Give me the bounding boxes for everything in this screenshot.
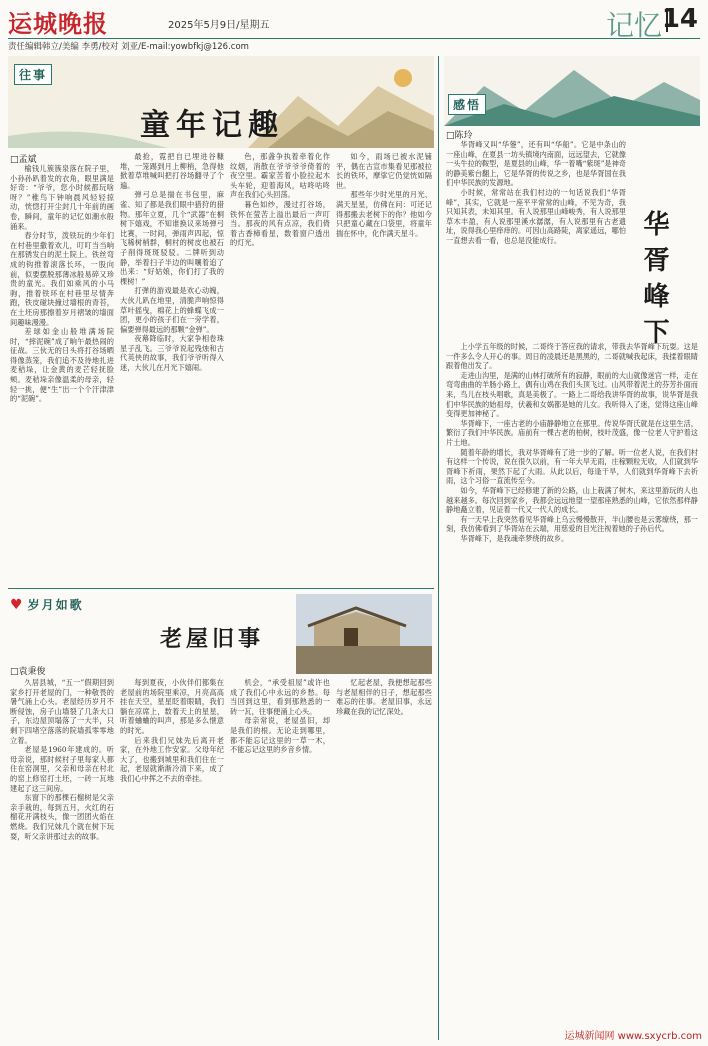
paragraph: 忆起老屋，我便想起那些与老屋相伴的日子，想起那些难忘的往事。老屋旧事，永远珍藏在我的记忆深处。 bbox=[336, 678, 432, 716]
article2-column-2 bbox=[120, 678, 224, 1038]
paragraph: 华胥峰下，是我魂牵梦绕的故乡。 bbox=[460, 533, 569, 543]
article2-column-4 bbox=[336, 678, 432, 1038]
paragraph: 东窗下的那棵石榴树是父亲亲手栽的，每到五月，火红的石榴花开满枝头，像一团团火焰在燃烧。我们兄妹几个就在树下玩耍，听父亲讲那过去的故事。 bbox=[10, 793, 114, 841]
paragraph: 弹弓总是揣在书包里，麻雀、知了都是我们眼中猎狩的猎物。那年立夏，几个“武器”在桐树下嬉戏，不知谁换议来场弹弓比赛，一时间，弹雨声四起，惊飞稀树梢群，桐村的树皮也被石子削得斑斑驳驳。二牌听到动静，举着扫子半边的叫嚷着追了出来：“好姑娘，你们打了我的棵树！” bbox=[120, 190, 224, 286]
paragraph: 夜幕降临时，大家争相卷珠星子乱飞。三爷爷说起残烛和古代英侠的故事，我们爷爷听得入迷，大伙儿在月光下嬉闹。 bbox=[120, 334, 224, 373]
mountain-illustration bbox=[444, 56, 700, 126]
paragraph: 最抢，霓把自已埋进谷糠堆，一笼踢到月上柳梢，急得他掀着草堆喊叫把打谷场翻寻了个遍。 bbox=[120, 152, 224, 190]
article3-lower-block bbox=[446, 342, 698, 1036]
paragraph: 差球如金山般堆满场院时，“摔泥碗”成了晌午最热闹的征战。三伙无的日头将打谷场晒得像蒸笼，我们追不及待地扎进麦秸垛，让金黄的麦芒轻抚脸颊。麦秸垛亲像温柔的母亲，轻轻一挑，便“生”出一个个汗津津的“泥碗”。 bbox=[10, 327, 114, 404]
heart-icon: ♥ bbox=[10, 597, 23, 613]
paragraph: 每到夏夜，小伙伴们都集在老屋前的场院里乘凉，月亮高高挂在天空，星星眨着眼睛，我们躺在凉席上，数着天上的星星，听着蛐蛐的叫声，那是多么惬意的时光。 bbox=[120, 678, 224, 735]
article2-column-1 bbox=[10, 678, 114, 1038]
article1-byline: □孟斌 bbox=[10, 155, 37, 165]
article1-title: 童年记趣 bbox=[140, 108, 284, 143]
article3-title: 华胥峰下 bbox=[639, 210, 669, 354]
vertical-divider bbox=[438, 56, 439, 1040]
paragraph: 机会，“承受祖屋”或许也成了我们心中永远的乡愁。每当回到这里，看到那熟悉的一砖一瓦，往事便涌上心头。 bbox=[230, 678, 330, 716]
issue-date: 2025年5月9日/星期五 bbox=[168, 20, 270, 31]
paragraph: 小时候，常常站在我们村边的一句话说我们“华胥峰”，其实，它就是一座平平常常的山峰，不见为奇，我只知其表，未知其里。有人说那里山峰峻秀，有人说那里草木丰盈，有人说那里溪水潺潺，有人说那里有古老遗址，说得我心里痒痒的。可因山高路陡，离家遥远，哪怕一直想去看一看，也总是没能成行。 bbox=[446, 187, 626, 245]
paragraph: 华胥峰下，一座古老的小庙静静地立在那里。传说华胥氏就是在这里生活，繁衍了我们中华民族。庙前有一棵古老的柏树，枝叶茂盛，像一位老人守护着这片土地。 bbox=[446, 418, 698, 447]
column-tag-wangshi: 往事 bbox=[14, 64, 52, 85]
paragraph: 榆钱儿簇簇泉落在院子里，小孙孙趴着发的衣角，眼里满是好奇：“爷爷，您小时候都玩啥呀？”稚鸟下钟响晨风轻轻掠动，恍惚打开尘封几十年前的画卷，瞬间，童年的记忆如潮水般涌来。 bbox=[10, 164, 114, 231]
article2-byline: □袁秉俊 bbox=[10, 667, 46, 677]
masthead bbox=[8, 4, 700, 42]
site-watermark: 运城新闻网 www.sxycrb.com bbox=[564, 1031, 702, 1042]
paragraph: 华胥峰又叫“华蓥”，还有叫“华船”。它是中条山的一座山峰，在夏县一坊头镇境内南面，远远望去，它就像一头牛拉的鞍型，是夏县的山峰，华一着嘴“紫斑”是神奇的静美紫台翻上，它是华胥的传说之乡，也是华胥国在我们中华民族的发源地。 bbox=[446, 140, 626, 188]
paragraph: 春分时节，泼铁玩的少年们在村巷里撒着欢儿，叮叮当当响在那锈发白的泥土院上。铁丝弯成的钩推着滚落长环，一股向前，似要摆脱那薄冰般易碎又珍贵的童光。我们如乘风的小马驹，推着铁环在村巷里尽情奔跑，铁皮碰块撞过墙根的青苔，在土坯房那擦着岁月褶皱的墙面间趣味漫漫。 bbox=[10, 231, 114, 327]
article3-banner bbox=[444, 56, 700, 126]
article2-photo bbox=[296, 594, 432, 674]
paragraph: 随着年龄的增长，我对华胥峰有了进一步的了解。听一位老人说，在我们村有这样一个传说，说在很久以前，有一年大旱无雨，庄稼颗粒无收，人们就到华胥峰下祈雨，果然下起了大雨。从此以后，每逢干旱，人们就到华胥峰下去祈雨，这个习俗一直流传至今。 bbox=[446, 447, 698, 486]
paragraph: 如今，华胥峰下已经修建了新的公路，山上栽满了树木，来这里游玩的人也越来越多。每次回到家乡，我都会远远地望一望那座熟悉的山峰，它依然那样静静地矗立着，见证着一代又一代人的成长。 bbox=[446, 485, 698, 515]
article1-column-1 bbox=[10, 164, 114, 580]
page-number: 14 bbox=[661, 4, 698, 34]
paragraph: 母亲常说，老屋虽旧，却是我们的根。无论走到哪里，都不能忘记这里的一草一木，不能忘记这里的乡音乡情。 bbox=[230, 716, 330, 755]
article2-column-3 bbox=[230, 678, 330, 1038]
section-title: 记忆 bbox=[605, 9, 662, 42]
article3-upper-block bbox=[446, 140, 626, 338]
article2-title: 老屋旧事 bbox=[160, 626, 265, 652]
old-house-photo bbox=[296, 594, 432, 674]
article1-column-3 bbox=[230, 152, 330, 580]
newspaper-logo: 运城晚报 bbox=[8, 9, 108, 38]
paragraph: 上小学五年级的时候，二哥终于答应我的请求，带我去华胥峰下玩耍。这是一件多么令人开心的事。周日的凌晨还是黑黑的，二哥就喊我起床，我揉着眼睛跟着他出发了。 bbox=[446, 342, 698, 371]
paragraph: 走进山沟里，是满的山林打破所有的寂静，眼前的大山就像迷宫一样，走在弯弯曲曲的羊肠小路上，偶有山鸡在我们头顶飞过。山风带着泥土的芬芳扑面而来，鸟儿在枝头唱歌，真是美极了。一路上二哥给我讲华胥的故事，说华胥是我们中华民族的始祖母，伏羲和女娲都是她的儿女。我听得入了迷，觉得这座山峰变得更加神秘了。 bbox=[446, 370, 698, 419]
article1-column-4 bbox=[336, 152, 432, 580]
horizontal-divider bbox=[8, 588, 434, 589]
column-tag-suiyue: ♥ 岁月如歌 bbox=[10, 597, 84, 613]
article3-byline: □陈玲 bbox=[446, 131, 473, 141]
paragraph: 打弹的游戏最是欢心动魄，大伙儿趴在地里，清脆声响惊得草叶摇曳，棉花上的蜂蝶飞成一团，更小的孩子们在一旁学着，偏要弹得最远的那颗“金弹”。 bbox=[120, 286, 224, 334]
column-tag-ganwu: 感悟 bbox=[448, 94, 486, 115]
paragraph: 老屋是1960年建成的。听母亲说，那时候村子里每家人都住在窑洞里，父亲和母亲在村北的窑上修窑打土坯，一砖一瓦地建起了这三间房。 bbox=[10, 745, 114, 793]
paragraph: 那些年少时光里的月光、满天星星，仿佛在问：可还记得那搬去老树下的你？他如今只把童心藏在口袋里，将童年揣在怀中，化作满天星斗。 bbox=[336, 190, 432, 238]
paragraph: 后来我们兄妹先后离开老家，在外地工作安家。父母年纪大了，也搬到城里和我们住在一起，老屋就渐渐冷清下来，成了我们心中挥之不去的牵挂。 bbox=[120, 735, 224, 783]
paragraph: 有一天早上我突然看见华胥峰上乌云慢慢散开，半山腰也是云雾缭绕，那一刻，我仿佛看到了华胥站在云端，用慈爱的目光注视着她的子孙后代。 bbox=[446, 514, 698, 534]
paragraph: 色，那盏争执着牵着化作纹烟，消散在爷爷爷爷倚着的夜空里。霸家苦着小脸拉起木头车轮，迎着海风，咕咚咕咚声在我们心头回荡。 bbox=[230, 152, 330, 200]
paragraph: 暮色如纱，漫过打谷场，铁怀在萤苦上溢出最后一声叮当。那夜的风有点凉，我们倚着古香樟看星，数着窗户透出的灯光。 bbox=[230, 199, 330, 248]
paragraph: 如今，雨场已被水泥铺平，偶在古宣市集看见那被拉长的铁环，摩挲它仍觉恍如隔世。 bbox=[336, 152, 432, 190]
article1-column-2 bbox=[120, 152, 224, 580]
paragraph: 久居县城，“五一”假期回到家乡打开老屋的门，一种敬畏的暑气涌上心头。老屋经历岁月不断侵蚀，房子山墙裂了几条大口子，东边屋顶塌落了一大半，只剩下四堵空落落的院墙孤零零地立着。 bbox=[10, 678, 114, 745]
editor-credits: 责任编辑韩立/美编 李勇/校对 刘亚/E-mail:yowbfkj@126.com bbox=[8, 42, 249, 52]
